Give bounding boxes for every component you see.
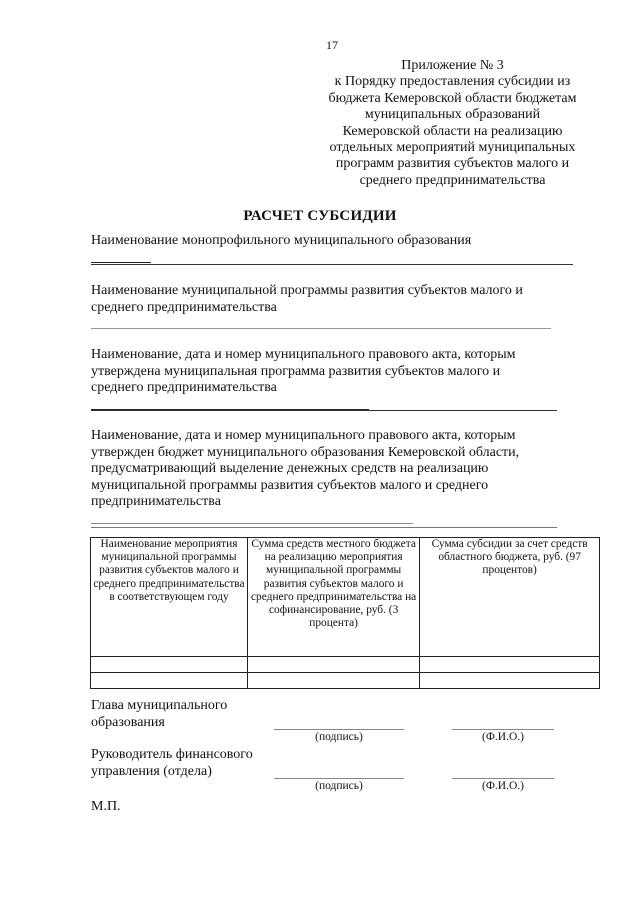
table-cell[interactable] — [247, 657, 419, 673]
signature-finance-role — [91, 746, 253, 780]
appendix-line: Приложение № 3 — [401, 58, 504, 73]
field-monoprofile-label: Наименование монопрофильного муниципального образования — [91, 233, 472, 248]
field-budget-act-line-2[interactable] — [91, 527, 557, 528]
field-budget-act-line: предусматривающий выделение денежных средств на реализацию — [91, 461, 489, 477]
signature-head-role — [91, 697, 227, 731]
document-title: РАСЧЕТ СУБСИДИИ — [243, 208, 397, 224]
field-monoprofile-blank[interactable] — [91, 250, 151, 263]
signature-role-line: образования — [91, 715, 165, 730]
header-regional-subsidy: Сумма субсидии за счет средств областного бюджета, руб. (97 процентов) — [420, 538, 600, 657]
table-header-row — [91, 538, 600, 657]
table-row — [91, 657, 600, 673]
field-program-act — [91, 347, 581, 410]
appendix-line: бюджета Кемеровской области бюджетам — [328, 90, 577, 106]
table-cell[interactable] — [420, 657, 600, 673]
field-budget-act-line: предпринимательства — [91, 494, 221, 510]
table-cell[interactable] — [91, 657, 248, 673]
field-program-act-line-2[interactable] — [91, 410, 557, 411]
finance-name-line[interactable] — [452, 778, 554, 779]
field-program-line-2[interactable] — [91, 328, 551, 329]
field-program-act-line: среднего предпринимательства — [91, 380, 277, 396]
finance-sign-caption: (подпись) — [315, 780, 363, 792]
field-program-act-line: утверждена муниципальная программа развития субъектов малого и — [91, 363, 501, 379]
appendix-line: Кемеровской области на реализацию — [342, 123, 563, 139]
table-cell[interactable] — [420, 673, 600, 689]
field-program-act-blank[interactable] — [91, 397, 369, 410]
head-sign-caption: (подпись) — [315, 731, 363, 743]
appendix-line: отдельных мероприятий муниципальных — [329, 140, 576, 156]
table-cell[interactable] — [247, 673, 419, 689]
table-row — [91, 673, 600, 689]
field-program-line: среднего предпринимательства — [91, 299, 277, 315]
field-program-name — [91, 283, 581, 329]
head-name-caption: (Ф.И.О.) — [482, 731, 524, 743]
signature-role-line: управления (отдела) — [91, 764, 212, 779]
header-measure: Наименование мероприятия муниципальной программы развития субъектов малого и среднего предпринимательства в соответствующем году — [91, 538, 248, 657]
head-signature-line[interactable] — [274, 729, 404, 730]
field-budget-act — [91, 428, 581, 524]
field-program-act-line: Наименование, дата и номер муниципального правового акта, которым — [91, 347, 516, 362]
appendix-line: среднего предпринимательства — [359, 172, 546, 188]
subsidy-table — [90, 537, 600, 689]
finance-signature-line[interactable] — [274, 778, 404, 779]
stamp-place: М.П. — [91, 799, 121, 814]
appendix-line: муниципальных образований — [364, 107, 541, 123]
field-budget-act-blank[interactable] — [91, 511, 413, 524]
page-number: 17 — [326, 38, 338, 52]
field-monoprofile-line[interactable] — [91, 264, 573, 265]
field-budget-act-line: утвержден бюджет муниципального образования Кемеровской области, — [91, 444, 520, 460]
signature-role-line: Глава муниципального — [91, 698, 228, 713]
head-name-line[interactable] — [452, 729, 554, 730]
field-budget-act-line: муниципальной программы развития субъектов малого и среднего — [91, 477, 489, 493]
appendix-header — [300, 58, 605, 189]
appendix-line: к Порядку предоставления субсидии из — [334, 74, 571, 90]
finance-name-caption: (Ф.И.О.) — [482, 780, 524, 792]
table-cell[interactable] — [91, 673, 248, 689]
field-monoprofile-name — [91, 233, 581, 263]
appendix-line: программ развития субъектов малого и — [335, 156, 570, 172]
field-budget-act-line: Наименование, дата и номер муниципального правового акта, которым — [91, 428, 516, 443]
field-program-line: Наименование муниципальной программы развития субъектов малого и — [91, 283, 523, 298]
signature-role-line: Руководитель финансового — [91, 747, 253, 762]
header-local-budget: Сумма средств местного бюджета на реализацию мероприятия муниципальной программы развития субъектов малого и среднего предпринимательства на софинансирование, руб. (3 процента) — [247, 538, 419, 657]
